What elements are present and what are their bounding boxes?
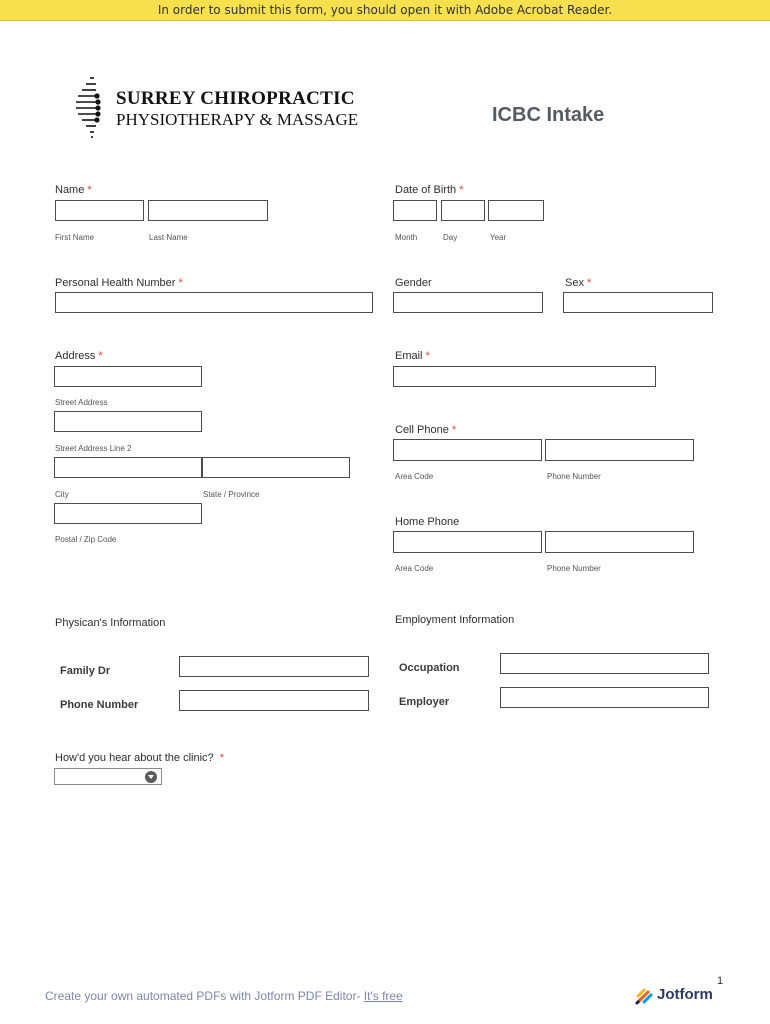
cell-area-code-sublabel: Area Code bbox=[395, 472, 434, 481]
page-number: 1 bbox=[717, 975, 724, 987]
cell-phone-label: Cell Phone * bbox=[395, 424, 457, 436]
dob-year-sublabel: Year bbox=[490, 233, 507, 242]
family-dr-input[interactable] bbox=[179, 656, 369, 677]
cell-area-code-input[interactable] bbox=[393, 439, 542, 461]
postal-code-sublabel: Postal / Zip Code bbox=[55, 535, 117, 544]
dob-day-sublabel: Day bbox=[443, 233, 458, 242]
logo-line-2: PHYSIOTHERAPY & MASSAGE bbox=[116, 110, 359, 129]
footer-promo: Create your own automated PDFs with Jotform PDF Editor- It's free bbox=[45, 989, 403, 1003]
jotform-icon bbox=[635, 987, 653, 1005]
form-title: ICBC Intake bbox=[492, 104, 605, 126]
street-address-line2-sublabel: Street Address Line 2 bbox=[55, 444, 132, 453]
dob-day-input[interactable] bbox=[441, 200, 485, 221]
spine-icon bbox=[72, 76, 102, 140]
first-name-sublabel: First Name bbox=[55, 233, 95, 242]
email-label: Email * bbox=[395, 350, 430, 362]
physician-section-title: Physican's Information bbox=[55, 617, 166, 629]
home-phone-label: Home Phone bbox=[395, 516, 460, 528]
occupation-input[interactable] bbox=[500, 653, 709, 674]
logo-line-1: SURREY CHIROPRACTIC bbox=[116, 88, 355, 109]
physician-phone-input[interactable] bbox=[179, 690, 369, 711]
state-sublabel: State / Province bbox=[203, 490, 260, 499]
street-address-line2-input[interactable] bbox=[54, 411, 202, 432]
last-name-input[interactable] bbox=[148, 200, 268, 221]
cell-phone-number-input[interactable] bbox=[545, 439, 694, 461]
sex-label: Sex * bbox=[565, 277, 592, 289]
city-input[interactable] bbox=[54, 457, 202, 478]
city-sublabel: City bbox=[55, 490, 69, 499]
home-phone-number-input[interactable] bbox=[545, 531, 694, 553]
jotform-brand-text: Jotform bbox=[657, 986, 713, 1003]
gender-input[interactable] bbox=[393, 292, 543, 313]
clinic-logo bbox=[72, 76, 382, 140]
employer-input[interactable] bbox=[500, 687, 709, 708]
email-input[interactable] bbox=[393, 366, 656, 387]
home-area-code-sublabel: Area Code bbox=[395, 564, 434, 573]
state-input[interactable] bbox=[202, 457, 350, 478]
family-dr-label: Family Dr bbox=[60, 665, 111, 677]
cell-phone-number-sublabel: Phone Number bbox=[547, 472, 601, 481]
dob-month-sublabel: Month bbox=[395, 233, 418, 242]
its-free-link[interactable]: It's free bbox=[363, 989, 403, 1003]
phn-label: Personal Health Number * bbox=[55, 277, 183, 289]
chevron-down-icon bbox=[145, 771, 157, 783]
postal-code-input[interactable] bbox=[54, 503, 202, 524]
dob-label: Date of Birth * bbox=[395, 184, 464, 196]
dob-year-input[interactable] bbox=[488, 200, 544, 221]
gender-label: Gender bbox=[395, 277, 432, 289]
name-label: Name * bbox=[55, 184, 92, 196]
employer-label: Employer bbox=[399, 696, 450, 708]
phn-input[interactable] bbox=[55, 292, 373, 313]
hear-about-dropdown[interactable] bbox=[54, 768, 162, 785]
street-address-sublabel: Street Address bbox=[55, 398, 108, 407]
last-name-sublabel: Last Name bbox=[149, 233, 188, 242]
hear-about-label: How'd you hear about the clinic? * bbox=[55, 752, 225, 764]
address-label: Address * bbox=[55, 350, 103, 362]
occupation-label: Occupation bbox=[399, 662, 460, 674]
home-area-code-input[interactable] bbox=[393, 531, 542, 553]
jotform-logo[interactable] bbox=[635, 986, 730, 1006]
dob-month-input[interactable] bbox=[393, 200, 437, 221]
physician-phone-label: Phone Number bbox=[60, 699, 139, 711]
sex-input[interactable] bbox=[563, 292, 713, 313]
first-name-input[interactable] bbox=[55, 200, 144, 221]
acrobat-notice-banner: In order to submit this form, you should open it with Adobe Acrobat Reader. bbox=[0, 0, 770, 21]
street-address-input[interactable] bbox=[54, 366, 202, 387]
home-phone-number-sublabel: Phone Number bbox=[547, 564, 601, 573]
employment-section-title: Employment Information bbox=[395, 614, 515, 626]
